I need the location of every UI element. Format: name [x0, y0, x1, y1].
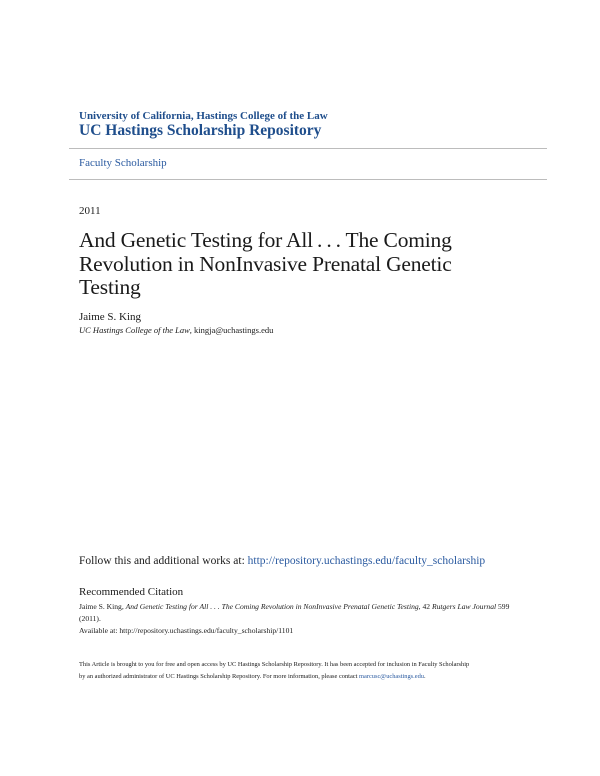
- author-affiliation: [79, 325, 273, 335]
- divider-top: [69, 148, 547, 149]
- citation-source: , 42: [418, 602, 432, 611]
- access-notice-line-2: [79, 671, 529, 683]
- author-name: Jaime S. King: [79, 311, 142, 323]
- repository-name[interactable]: UC Hastings Scholarship Repository: [79, 122, 322, 139]
- publication-year: 2011: [79, 205, 101, 217]
- recommended-citation-body: [79, 601, 529, 637]
- title-line-3: Testing: [79, 275, 141, 299]
- access-notice: [79, 659, 529, 683]
- citation-title: And Genetic Testing for All . . . The Coming Revolution in NonInvasive Prenatal Genetic Testing: [125, 602, 419, 611]
- recommended-citation-heading: Recommended Citation: [79, 586, 184, 598]
- citation-available: [79, 625, 529, 637]
- available-url[interactable]: http://repository.uchastings.edu/faculty_scholarship/1101: [119, 626, 294, 635]
- access-notice-text: by an authorized administrator of UC Hastings Scholarship Repository. For more information, please contact: [79, 673, 360, 680]
- access-notice-line-1: This Article is brought to you for free and open access by UC Hastings Scholarship Repository. It has been accepted for inclusion in Faculty Scholarship: [79, 661, 470, 668]
- available-label: Available at:: [79, 626, 120, 635]
- affiliation-name: UC Hastings College of the Law: [79, 325, 190, 335]
- title-line-1: And Genetic Testing for All . . . The Coming: [79, 228, 452, 252]
- citation-pages: 599: [496, 602, 510, 611]
- citation-author: Jaime S. King,: [79, 602, 126, 611]
- follow-line: [79, 555, 485, 567]
- affiliation-email[interactable]: , kingja@uchastings.edu: [189, 325, 274, 335]
- access-notice-end: .: [424, 673, 426, 680]
- citation-year: (2011).: [79, 614, 101, 623]
- citation-journal: Rutgers Law Journal: [431, 602, 497, 611]
- institution-name: University of California, Hastings College of the Law: [79, 110, 328, 122]
- follow-link[interactable]: http://repository.uchastings.edu/faculty_scholarship: [247, 555, 486, 567]
- article-title: [79, 229, 519, 300]
- citation-line-1: [79, 601, 529, 613]
- title-line-2: Revolution in NonInvasive Prenatal Genetic: [79, 251, 452, 276]
- divider-bottom: [69, 179, 547, 180]
- follow-text: Follow this and additional works at:: [79, 555, 248, 567]
- contact-email-link[interactable]: marcusc@uchastings.edu: [359, 673, 424, 680]
- faculty-scholarship-link[interactable]: Faculty Scholarship: [79, 157, 167, 169]
